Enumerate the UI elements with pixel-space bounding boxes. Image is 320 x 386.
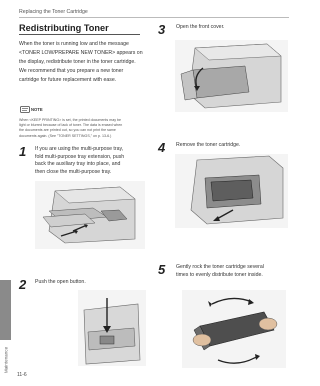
section-title: Redistributing Toner (19, 23, 109, 33)
step-line: back the auxiliary tray into place, and (35, 161, 121, 168)
step-line: Open the front cover. (176, 24, 225, 30)
intro-paragraph (19, 40, 141, 85)
intro-line: the display, redistribute toner in the toner cartridge. (19, 59, 136, 65)
remove-cartridge-illustration (175, 154, 288, 228)
note-icon (20, 106, 30, 113)
step-line: times to evenly distribute toner inside. (176, 271, 263, 278)
step-3-number: 3 (158, 22, 166, 37)
rock-cartridge-illustration (182, 290, 286, 368)
step-line: If you are using the multi-purpose tray, (35, 146, 124, 152)
step-line: fold multi-purpose tray extension, push (35, 153, 125, 160)
note-line: the documents are printed out, so you can not print the same (19, 128, 116, 133)
note-label: NOTE (31, 107, 43, 112)
header-divider (19, 17, 289, 18)
note-line: When <KEEP PRINTING> is set, the printed documents may be (19, 118, 122, 122)
step-5-number: 5 (158, 262, 166, 277)
step-1-number: 1 (19, 144, 27, 159)
printer-tray-illustration (35, 181, 145, 249)
chapter-label-container (0, 340, 11, 380)
step-4-text (176, 142, 240, 150)
intro-line: When the toner is running low and the message (19, 41, 129, 47)
step-2-number: 2 (19, 277, 27, 292)
step-2-text (35, 279, 86, 287)
step-4-number: 4 (158, 140, 166, 155)
chapter-label: Maintenance (3, 346, 9, 374)
step-line: Push the open button. (35, 279, 86, 285)
intro-line: <TONER LOW/PREPARE NEW TONER> appears on (19, 50, 143, 56)
step-line: Gently rock the toner cartridge several (176, 264, 264, 270)
step-line: then close the multi-purpose tray. (35, 168, 112, 175)
step-line: Remove the toner cartridge. (176, 142, 241, 148)
running-head: Replacing the Toner Cartridge (19, 9, 88, 15)
page-number: 11-6 (17, 372, 27, 378)
note-line: documents again. (See "TONER SETTINGS," on p. 13-6.) (19, 133, 112, 138)
title-underline (19, 34, 140, 35)
chapter-tab (0, 280, 11, 340)
open-button-illustration (78, 290, 146, 366)
note-text (19, 118, 141, 139)
step-5-text (176, 264, 264, 279)
note-line: light or blurred because of lack of toner. The data is erased when (19, 123, 123, 128)
intro-line: cartridge for future replacement with ease. (19, 77, 117, 83)
step-3-text (176, 24, 224, 32)
step-1-text (35, 146, 124, 176)
front-cover-illustration (175, 40, 288, 112)
intro-line: We recommend that you prepare a new toner (19, 68, 124, 74)
